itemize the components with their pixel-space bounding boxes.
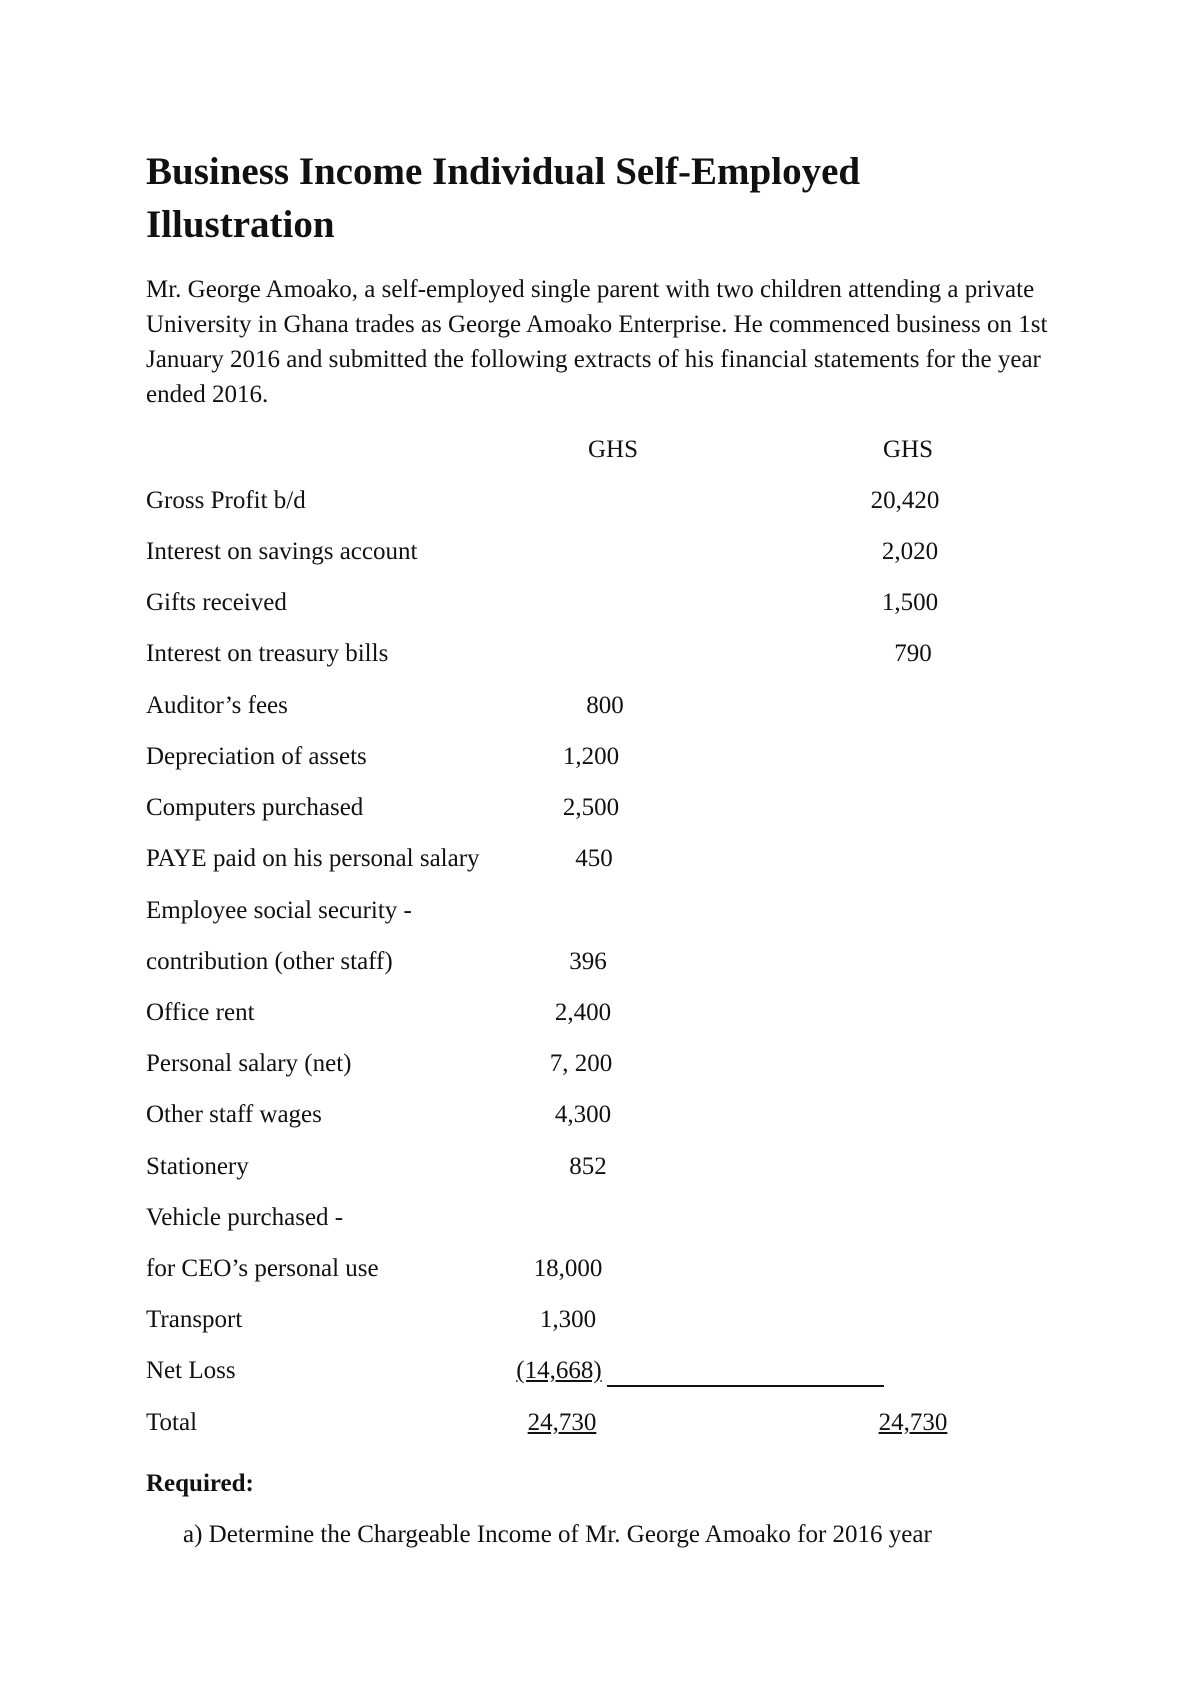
total-value-col2: 24,730 <box>878 1409 948 1436</box>
net-loss-underline <box>607 1385 884 1387</box>
row-label: contribution (other staff) <box>146 948 393 975</box>
row-value-col1: 7, 200 <box>549 1050 613 1077</box>
table-row <box>0 1300 1200 1340</box>
table-row <box>0 1351 1200 1391</box>
table-row <box>0 634 1200 674</box>
table-row <box>0 1198 1200 1238</box>
question-a: a) Determine the Chargeable Income of Mr. George Amoako for 2016 year <box>183 1521 932 1548</box>
row-value-col1: 450 <box>575 845 613 872</box>
table-row <box>0 839 1200 879</box>
row-label: Personal salary (net) <box>146 1050 352 1077</box>
table-row <box>0 583 1200 623</box>
row-value-col1: 1,300 <box>539 1306 597 1333</box>
row-value-col1: 1,200 <box>562 743 620 770</box>
intro-paragraph: Mr. George Amoako, a self-employed single parent with two children attending a private University in Ghana trades as George Amoako Enterprise. He commenced business on 1st January 2016 and submitted the following extracts of his financial statements for the year ended 2016. <box>146 276 1048 408</box>
document-title: Business Income Individual Self-Employed Illustration <box>146 150 861 246</box>
col2-header: GHS <box>882 436 933 463</box>
net-loss-value: (14,668) <box>516 1357 602 1384</box>
row-label: Auditor’s fees <box>146 692 288 719</box>
table-row <box>0 1095 1200 1135</box>
row-value-col1: 396 <box>569 948 607 975</box>
table-row <box>0 993 1200 1033</box>
table-header-row <box>0 430 1200 470</box>
row-label: Depreciation of assets <box>146 743 367 770</box>
required-heading: Required: <box>146 1470 254 1497</box>
table-row <box>0 891 1200 931</box>
row-label: Computers purchased <box>146 794 364 821</box>
row-label: Total <box>146 1409 198 1436</box>
col1-header: GHS <box>587 436 638 463</box>
row-label: Interest on savings account <box>146 538 418 565</box>
table-row <box>0 788 1200 828</box>
table-row <box>0 1147 1200 1187</box>
row-value-col1: 4,300 <box>554 1101 612 1128</box>
row-label: Gross Profit b/d <box>146 487 306 514</box>
table-row <box>0 737 1200 777</box>
row-label: Employee social security - <box>146 897 412 924</box>
row-value-col1: 800 <box>586 692 624 719</box>
table-row <box>0 532 1200 572</box>
row-value-col1: 2,400 <box>554 999 612 1026</box>
table-row <box>0 1044 1200 1084</box>
table-row <box>0 1249 1200 1289</box>
row-label: Gifts received <box>146 589 287 616</box>
row-value-col1: 2,500 <box>562 794 620 821</box>
table-row <box>0 481 1200 521</box>
table-row <box>0 942 1200 982</box>
total-value-col1: 24,730 <box>527 1409 597 1436</box>
row-value-col1: 852 <box>569 1153 607 1180</box>
table-total-row <box>0 1403 1200 1443</box>
row-label: PAYE paid on his personal salary <box>146 845 480 872</box>
row-label: Other staff wages <box>146 1101 322 1128</box>
row-label: Stationery <box>146 1153 249 1180</box>
row-value-col2: 20,420 <box>870 487 940 514</box>
table-row <box>0 686 1200 726</box>
row-label: Interest on treasury bills <box>146 640 389 667</box>
row-label: Transport <box>146 1306 243 1333</box>
row-value-col2: 790 <box>894 640 932 667</box>
row-label: Net Loss <box>146 1357 236 1384</box>
row-value-col2: 1,500 <box>881 589 939 616</box>
row-label: for CEO’s personal use <box>146 1255 379 1282</box>
row-label: Vehicle purchased - <box>146 1204 344 1231</box>
row-value-col1: 18,000 <box>533 1255 603 1282</box>
row-label: Office rent <box>146 999 255 1026</box>
row-value-col2: 2,020 <box>881 538 939 565</box>
